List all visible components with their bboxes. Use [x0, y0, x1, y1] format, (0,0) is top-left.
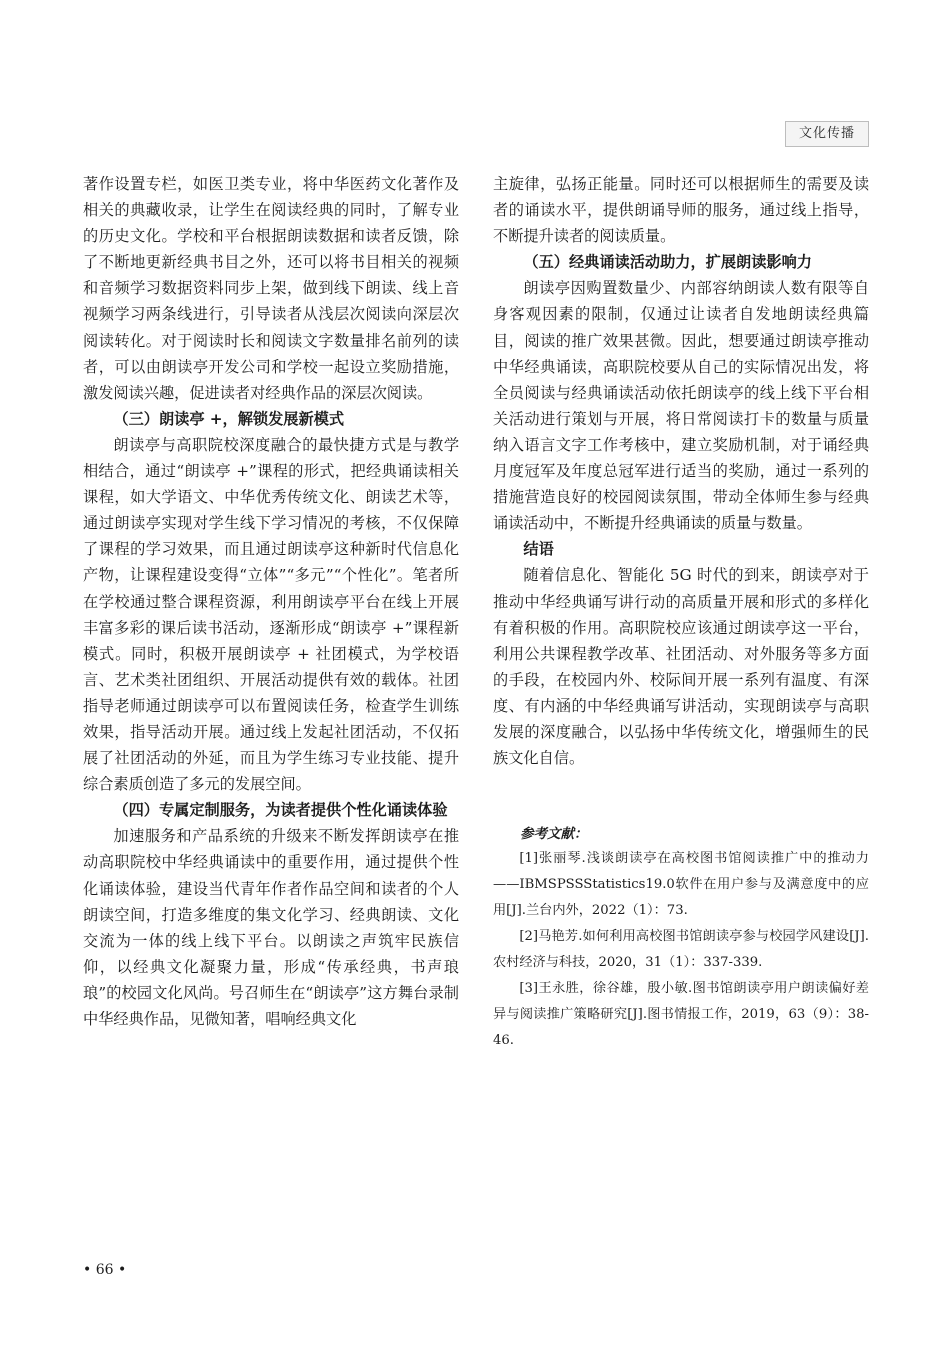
paragraph: 主旋律，弘扬正能量。同时还可以根据师生的需要及读者的诵读水平，提供朗诵导师的服务，通过线上指导，不断提升读者的阅读质量。	[493, 175, 869, 246]
paragraph: 加速服务和产品系统的升级来不断发挥朗读亭在推动高职院校中华经典诵读中的重要作用，通过提供个性化诵读体验，建设当代青年作者作品空间和读者的个人朗读空间，打造多维度的集文化学习、经典朗读、文化交流为一体的线上线下平台。以朗读之声筑牢民族信仰，以经典文化凝聚力量，形成“传承经典，书声琅琅”的校园文化风尚。号召师生在“朗读亭”这方舞台录制中华经典作品，见微知著，唱响经典文化	[83, 827, 459, 1028]
reference-item: [3]王永胜，徐谷雄，殷小敏.图书馆朗读亭用户朗读偏好差异与阅读推广策略研究[J].图书情报工作，2019，63（9）：38-46.	[493, 981, 869, 1048]
reference-item: [1]张丽琴.浅谈朗读亭在高校图书馆阅读推广中的推动力——IBMSPSSStatistics19.0软件在用户参与及满意度中的应用[J].兰台内外，2022（1）：73.	[493, 851, 869, 918]
paragraph: 朗读亭与高职院校深度融合的最快捷方式是与教学相结合，通过“朗读亭 +”课程的形式，把经典诵读相关课程，如大学语文、中华优秀传统文化、朗读艺术等，通过朗读亭实现对学生线下学习情况的考核，不仅保障了课程的学习效果，而且通过朗读亭这种新时代信息化产物，让课程建设变得“立体”“多元”“个性化”。笔者所在学校通过整合课程资源，利用朗读亭平台在线上开展丰富多彩的课后读书活动，逐渐形成“朗读亭 +”课程新模式。同时，积极开展朗读亭 + 社团模式，为学校语言、艺术类社团组织、开展活动提供有效的载体。社团指导老师通过朗读亭可以布置阅读任务，检查学生训练效果，指导活动开展。通过线上发起社团活动，不仅拓展了社团活动的外延，而且为学生练习专业技能、提升综合素质创造了多元的发展空间。	[83, 435, 459, 794]
section-tag: 文化传播	[785, 121, 869, 147]
references	[493, 822, 869, 1054]
page-number: • 66 •	[83, 1262, 127, 1278]
reference-item: [2]马艳芳.如何利用高校图书馆朗读亭参与校园学风建设[J].农村经济与科技，2020，31（1）：337-339.	[493, 929, 869, 970]
left-column	[83, 171, 459, 1032]
conclusion-heading: 结语	[523, 540, 554, 559]
section-heading-5: （五）经典诵读活动助力，扩展朗读影响力	[523, 253, 812, 272]
paragraph: 著作设置专栏，如医卫类专业，将中华医药文化著作及相关的典藏收录，让学生在阅读经典的同时，了解专业的历史文化。学校和平台根据朗读数据和读者反馈，除了不断地更新经典书目之外，还可以将书目相关的视频和音频学习数据资料同步上架，做到线下朗读、线上音视频学习两条线进行，引导读者从浅层次阅读向深层次阅读转化。对于阅读时长和阅读文字数量排名前列的读者，可以由朗读亭开发公司和学校一起设立奖励措施，激发阅读兴趣，促进读者对经典作品的深层次阅读。	[83, 175, 459, 402]
right-column	[493, 171, 869, 771]
section-heading-3: （三）朗读亭 +，解锁发展新模式	[113, 409, 345, 428]
paragraph: 朗读亭因购置数量少、内部容纳朗读人数有限等自身客观因素的限制，仅通过让读者自发地朗读经典篇目，阅读的推广效果甚微。因此，想要通过朗读亭推动中华经典诵读，高职院校要从自己的实际情况出发，将全员阅读与经典诵读活动依托朗读亭的线上线下平台相关活动进行策划与开展，将日常阅读打卡的数量与质量纳入语言文字工作考核中，建立奖励机制，对于诵经典月度冠军及年度总冠军进行适当的奖励，通过一系列的措施营造良好的校园阅读氛围，带动全体师生参与经典诵读活动中，不断提升经典诵读的质量与数量。	[493, 279, 869, 533]
references-title: 参考文献：	[520, 826, 588, 842]
paragraph: 随着信息化、智能化 5G 时代的到来，朗读亭对于推动中华经典诵写讲行动的高质量开展和形式的多样化有着积极的作用。高职院校应该通过朗读亭这一平台，利用公共课程教学改革、社团活动、对外服务等多方面的手段，在校园内外、校际间开展一系列有温度、有深度、有内涵的中华经典诵写讲活动，实现朗读亭与高职发展的深度融合，以弘扬中华传统文化，增强师生的民族文化自信。	[493, 566, 869, 768]
section-heading-4: （四）专属定制服务，为读者提供个性化诵读体验	[113, 801, 448, 820]
